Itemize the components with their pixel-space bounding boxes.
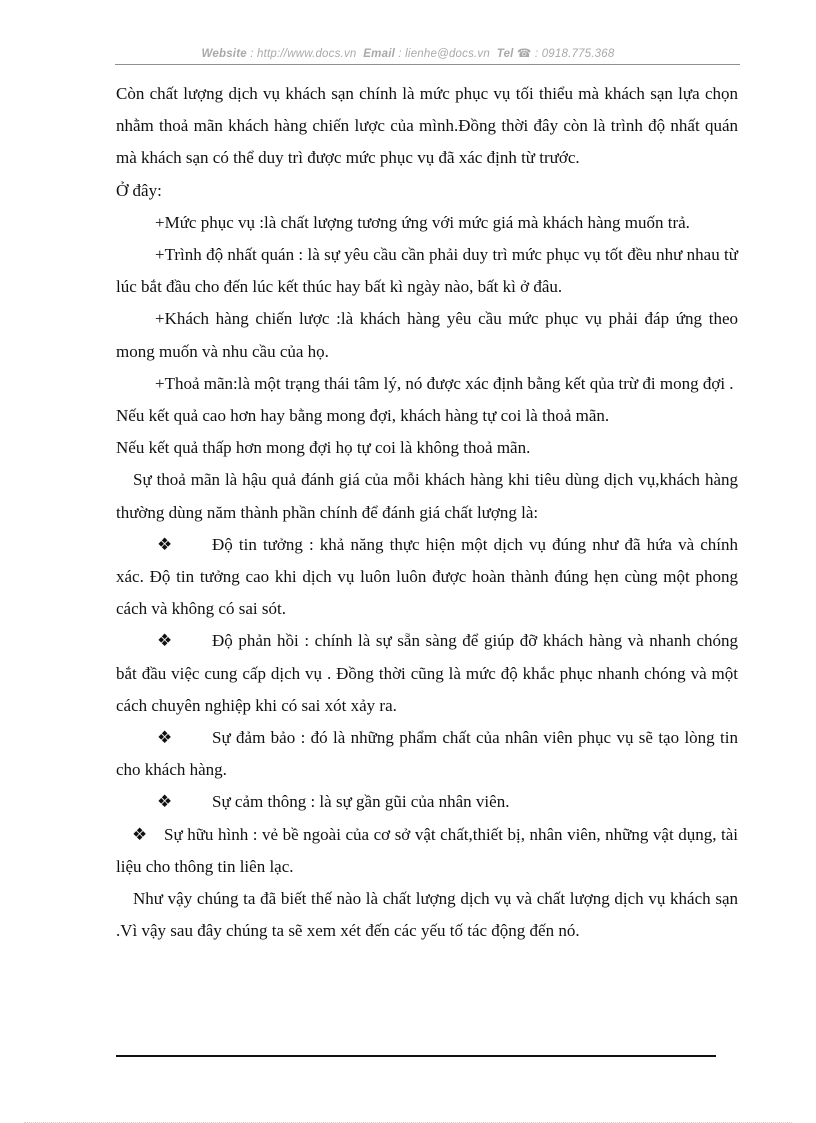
website-label: Website — [201, 48, 247, 60]
list-item-text: Sự cảm thông : là sự gần gũi của nhân viên. — [212, 792, 510, 812]
tel-value: : 0918.775.368 — [534, 48, 615, 60]
diamond-bullet-icon: ❖ — [157, 792, 173, 812]
list-item-text: Độ tin tưởng : khả năng thực hiện một dịch vụ đúng như đã hứa và chính xác. Độ tin tưởng cao khi dịch vụ luôn luôn được hoàn thành đúng hẹn cùng một phong cách và không có sai sót. — [116, 534, 738, 619]
paragraph: Như vậy chúng ta đã biết thế nào là chất lượng dịch vụ và chất lượng dịch vụ khách sạn .Vì vậy sau đây chúng ta sẽ xem xét đến các yếu tố tác động đến nó. — [116, 889, 738, 941]
paragraph: +Trình độ nhất quán : là sự yêu cầu cần phải duy trì mức phục vụ tốt đều như nhau từ lúc bắt đầu cho đến lúc kết thúc hay bất kì ngày nào, bất kì ở đâu. — [116, 245, 738, 297]
tel-label: Tel — [496, 48, 514, 60]
phone-icon: ☎ — [516, 48, 532, 60]
email-label: Email — [363, 48, 395, 60]
diamond-bullet-icon: ❖ — [157, 728, 173, 748]
paragraph: +Mức phục vụ :là chất lượng tương ứng với mức giá mà khách hàng muốn trả. — [155, 212, 690, 232]
list-item-text: Sự đảm bảo : đó là những phẩm chất của nhân viên phục vụ sẽ tạo lòng tin cho khách hàng. — [116, 728, 738, 780]
diamond-bullet-icon: ❖ — [157, 534, 173, 554]
paragraph: Nếu kết quả thấp hơn mong đợi họ tự coi là không thoả mãn. — [116, 438, 531, 458]
list-item-text: Độ phản hồi : chính là sự sẵn sàng để giúp đỡ khách hàng và nhanh chóng bắt đầu việc cung cấp dịch vụ . Đồng thời cũng là mức độ khắc phục nhanh chóng và một cách chuyên nghiệp khi có sai xót xảy ra. — [116, 631, 738, 715]
list-item — [116, 529, 738, 626]
list-item — [116, 786, 738, 818]
page-header — [0, 46, 816, 60]
paragraph: Nếu kết quả cao hơn hay bằng mong đợi, khách hàng tự coi là thoả mãn. — [116, 406, 610, 426]
list-item — [116, 722, 738, 786]
website-value: : http://www.docs.vn — [250, 48, 357, 60]
list-item — [116, 819, 738, 883]
diamond-bullet-icon: ❖ — [132, 824, 148, 844]
footer-divider — [116, 1055, 716, 1057]
list-item — [116, 625, 738, 722]
paragraph: +Khách hàng chiến lược :là khách hàng yêu cầu mức phục vụ phải đáp ứng theo mong muốn và nhu cầu của họ. — [116, 309, 738, 361]
paragraph: Ở đây: — [116, 180, 162, 200]
email-value: : lienhe@docs.vn — [398, 48, 490, 60]
diamond-bullet-icon: ❖ — [157, 631, 173, 651]
header-divider — [115, 64, 740, 65]
paragraph: Sự thoả mãn là hậu quả đánh giá của mỗi khách hàng khi tiêu dùng dịch vụ,khách hàng thường dùng năm thành phần chính để đánh giá chất lượng là: — [116, 470, 738, 522]
document-body — [116, 78, 738, 947]
paragraph: +Thoả mãn:là một trạng thái tâm lý, nó được xác định bằng kết qủa trừ đi mong đợi . — [155, 373, 734, 393]
paragraph: Còn chất lượng dịch vụ khách sạn chính là mức phục vụ tối thiểu mà khách sạn lựa chọn nhằm thoả mãn khách hàng chiến lược của mình.Đồng thời đây còn là trình độ nhất quán mà khách sạn có thể duy trì được mức phục vụ đã xác định từ trước. — [116, 84, 738, 168]
list-item-text: Sự hữu hình : vẻ bề ngoài của cơ sở vật chất,thiết bị, nhân viên, những vật dụng, tài liệu cho thông tin liên lạc. — [116, 824, 738, 876]
